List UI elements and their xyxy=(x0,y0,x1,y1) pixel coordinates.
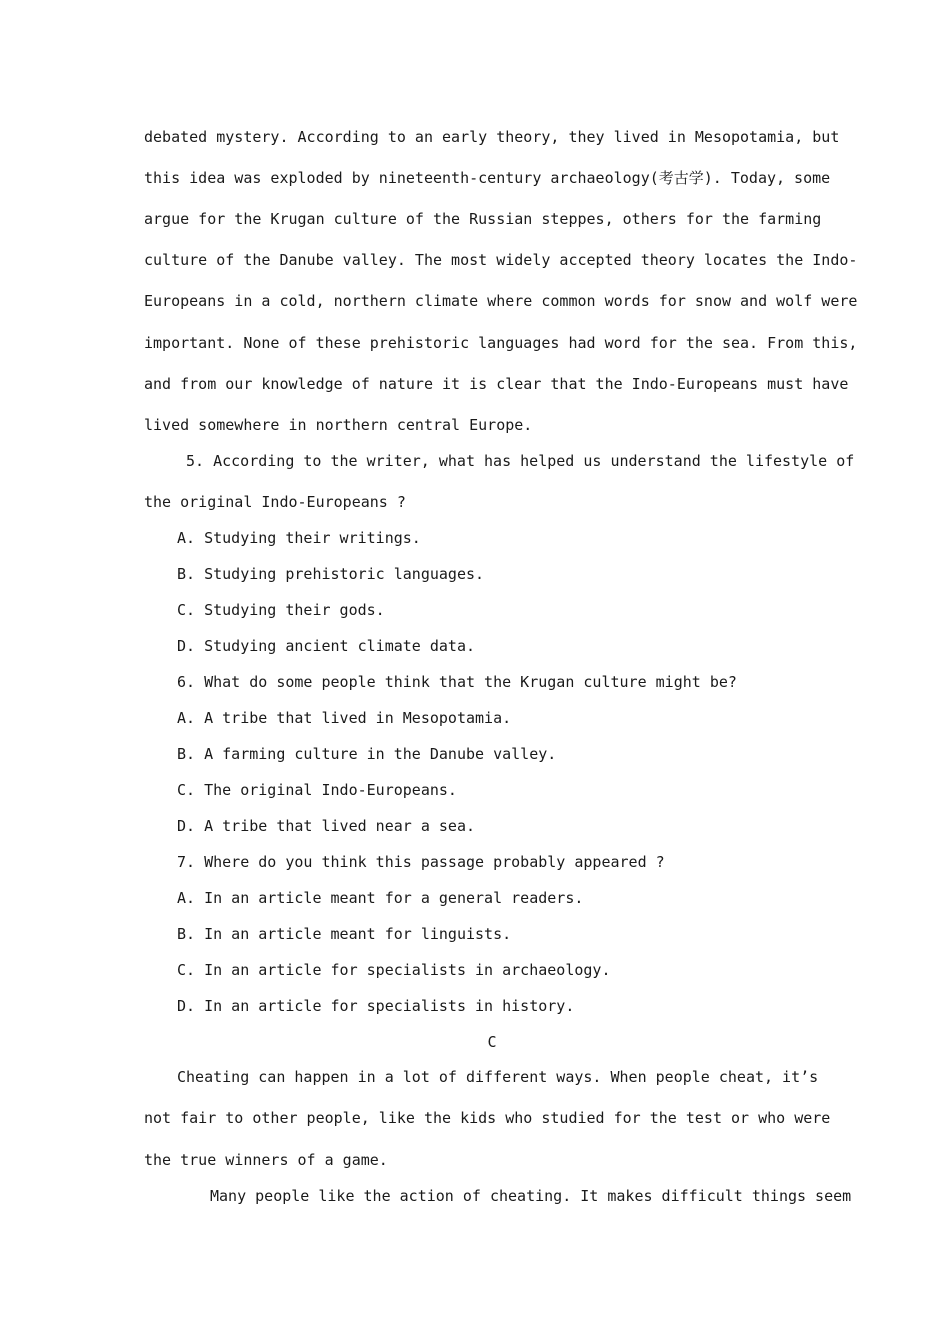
question-6-option-a: A. A tribe that lived in Mesopotamia. xyxy=(177,709,512,727)
passage-c-line: not fair to other people, like the kids who studied for the test or who were xyxy=(144,1109,831,1127)
question-5-stem: 5. According to the writer, what has helped us understand the lifestyle of xyxy=(186,452,855,470)
question-6-option-d: D. A tribe that lived near a sea. xyxy=(177,817,476,835)
question-5-option-b: B. Studying prehistoric languages. xyxy=(177,565,485,583)
question-6-option-c: C. The original Indo-Europeans. xyxy=(177,781,457,799)
question-7-stem: 7. Where do you think this passage probably appeared ? xyxy=(177,853,665,871)
question-7-option-b: B. In an article meant for linguists. xyxy=(177,925,512,943)
question-6-option-b: B. A farming culture in the Danube valley. xyxy=(177,745,557,763)
question-7-option-d: D. In an article for specialists in history. xyxy=(177,997,575,1015)
passage-line: culture of the Danube valley. The most widely accepted theory locates the Indo- xyxy=(144,251,858,269)
section-heading: C xyxy=(487,1033,497,1051)
passage-line: Europeans in a cold, northern climate where common words for snow and wolf were xyxy=(144,292,858,310)
question-5-stem-cont: the original Indo-Europeans ? xyxy=(144,493,406,511)
passage-line: important. None of these prehistoric languages had word for the sea. From this, xyxy=(144,334,858,352)
passage-c-line: Many people like the action of cheating. It makes difficult things seem xyxy=(210,1187,852,1205)
passage-line: argue for the Krugan culture of the Russian steppes, others for the farming xyxy=(144,210,822,228)
passage-c-line: Cheating can happen in a lot of different ways. When people cheat, it’s xyxy=(177,1068,819,1086)
question-5-option-c: C. Studying their gods. xyxy=(177,601,385,619)
question-5-option-d: D. Studying ancient climate data. xyxy=(177,637,476,655)
passage-line: this idea was exploded by nineteenth-century archaeology(考古学). Today, some xyxy=(144,169,831,187)
question-5-option-a: A. Studying their writings. xyxy=(177,529,421,547)
question-7-option-c: C. In an article for specialists in archaeology. xyxy=(177,961,611,979)
question-7-option-a: A. In an article meant for a general readers. xyxy=(177,889,584,907)
passage-line: and from our knowledge of nature it is clear that the Indo-Europeans must have xyxy=(144,375,849,393)
passage-line: debated mystery. According to an early theory, they lived in Mesopotamia, but xyxy=(144,128,840,146)
passage-c-line: the true winners of a game. xyxy=(144,1151,388,1169)
passage-line: lived somewhere in northern central Europe. xyxy=(144,416,533,434)
question-6-stem: 6. What do some people think that the Krugan culture might be? xyxy=(177,673,737,691)
